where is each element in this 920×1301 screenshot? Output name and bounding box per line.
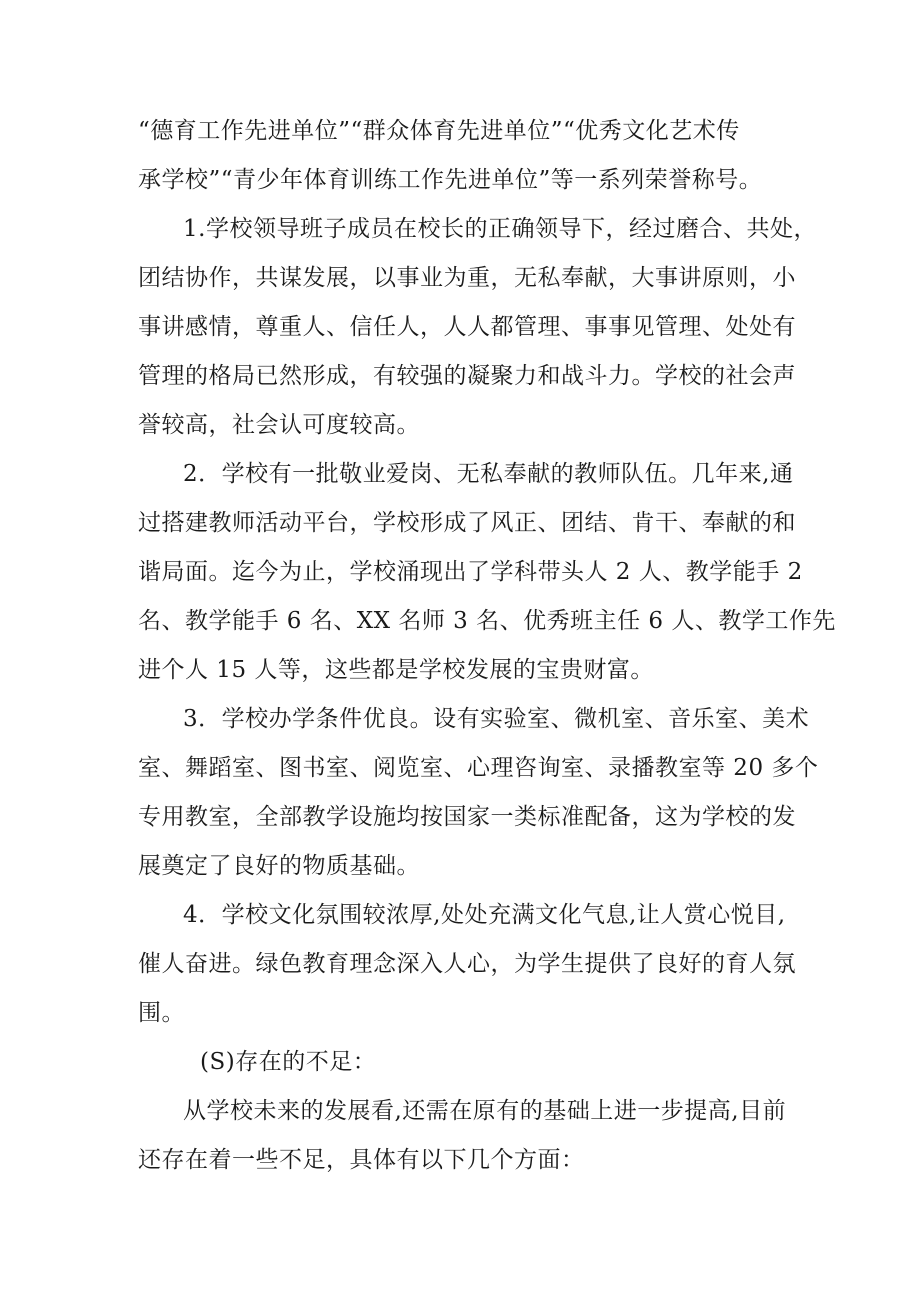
paragraph-1-line-1: “德育工作先进单位”“群众体育先进单位”“优秀文化艺术传 (138, 118, 740, 144)
paragraph-3-line-5: 进个人 15 人等，这些都是学校发展的宝贵财富。 (138, 657, 654, 683)
paragraph-5-line-2: 催人奋进。绿色教育理念深入人心，为学生提供了良好的育人氛 (138, 951, 796, 977)
paragraph-5-line-3: 围。 (138, 1000, 185, 1026)
paragraph-2-line-5: 誉较高，社会认可度较高。 (138, 412, 420, 438)
paragraph-2-line-4: 管理的格局已然形成，有较强的凝聚力和战斗力。学校的社会声 (138, 363, 796, 389)
paragraph-2-line-3: 事讲感情，尊重人、信任人，人人都管理、事事见管理、处处有 (138, 314, 796, 340)
paragraph-4-line-1: 3．学校办学条件优良。设有实验室、微机室、音乐室、美术 (183, 706, 810, 732)
paragraph-4-line-2: 室、舞蹈室、图书室、阅览室、心理咨询室、录播教室等 20 多个 (138, 755, 819, 781)
paragraph-2-line-2: 团结协作，共谋发展，以事业为重，无私奉献，大事讲原则，小 (138, 265, 796, 291)
paragraph-3-line-2: 过搭建教师活动平台，学校形成了风正、团结、肯干、奉献的和 (138, 510, 796, 536)
paragraph-7-line-2: 还存在着一些不足，具体有以下几个方面： (138, 1147, 585, 1173)
paragraph-3-line-4: 名、教学能手 6 名、XX 名师 3 名、优秀班主任 6 人、教学工作先 (138, 608, 836, 634)
paragraph-2-line-1: 1.学校领导班子成员在校长的正确领导下，经过磨合、共处， (183, 216, 817, 242)
paragraph-5-line-1: 4．学校文化氛围较浓厚,处处充满文化气息,让人赏心悦目, (183, 902, 786, 928)
paragraph-1-line-2: 承学校”“青少年体育训练工作先进单位”等一系列荣誉称号。 (138, 167, 763, 193)
paragraph-7-line-1: 从学校未来的发展看,还需在原有的基础上进一步提高,目前 (183, 1098, 787, 1124)
section-heading-shortcomings: (S)存在的不足： (200, 1049, 377, 1075)
paragraph-4-line-4: 展奠定了良好的物质基础。 (138, 853, 420, 879)
paragraph-3-line-1: 2．学校有一批敬业爱岗、无私奉献的教师队伍。几年来,通 (183, 461, 794, 487)
paragraph-4-line-3: 专用教室，全部教学设施均按国家一类标准配备，这为学校的发 (138, 804, 796, 830)
paragraph-3-line-3: 谐局面。迄今为止，学校涌现出了学科带头人 2 人、教学能手 2 (138, 559, 803, 585)
